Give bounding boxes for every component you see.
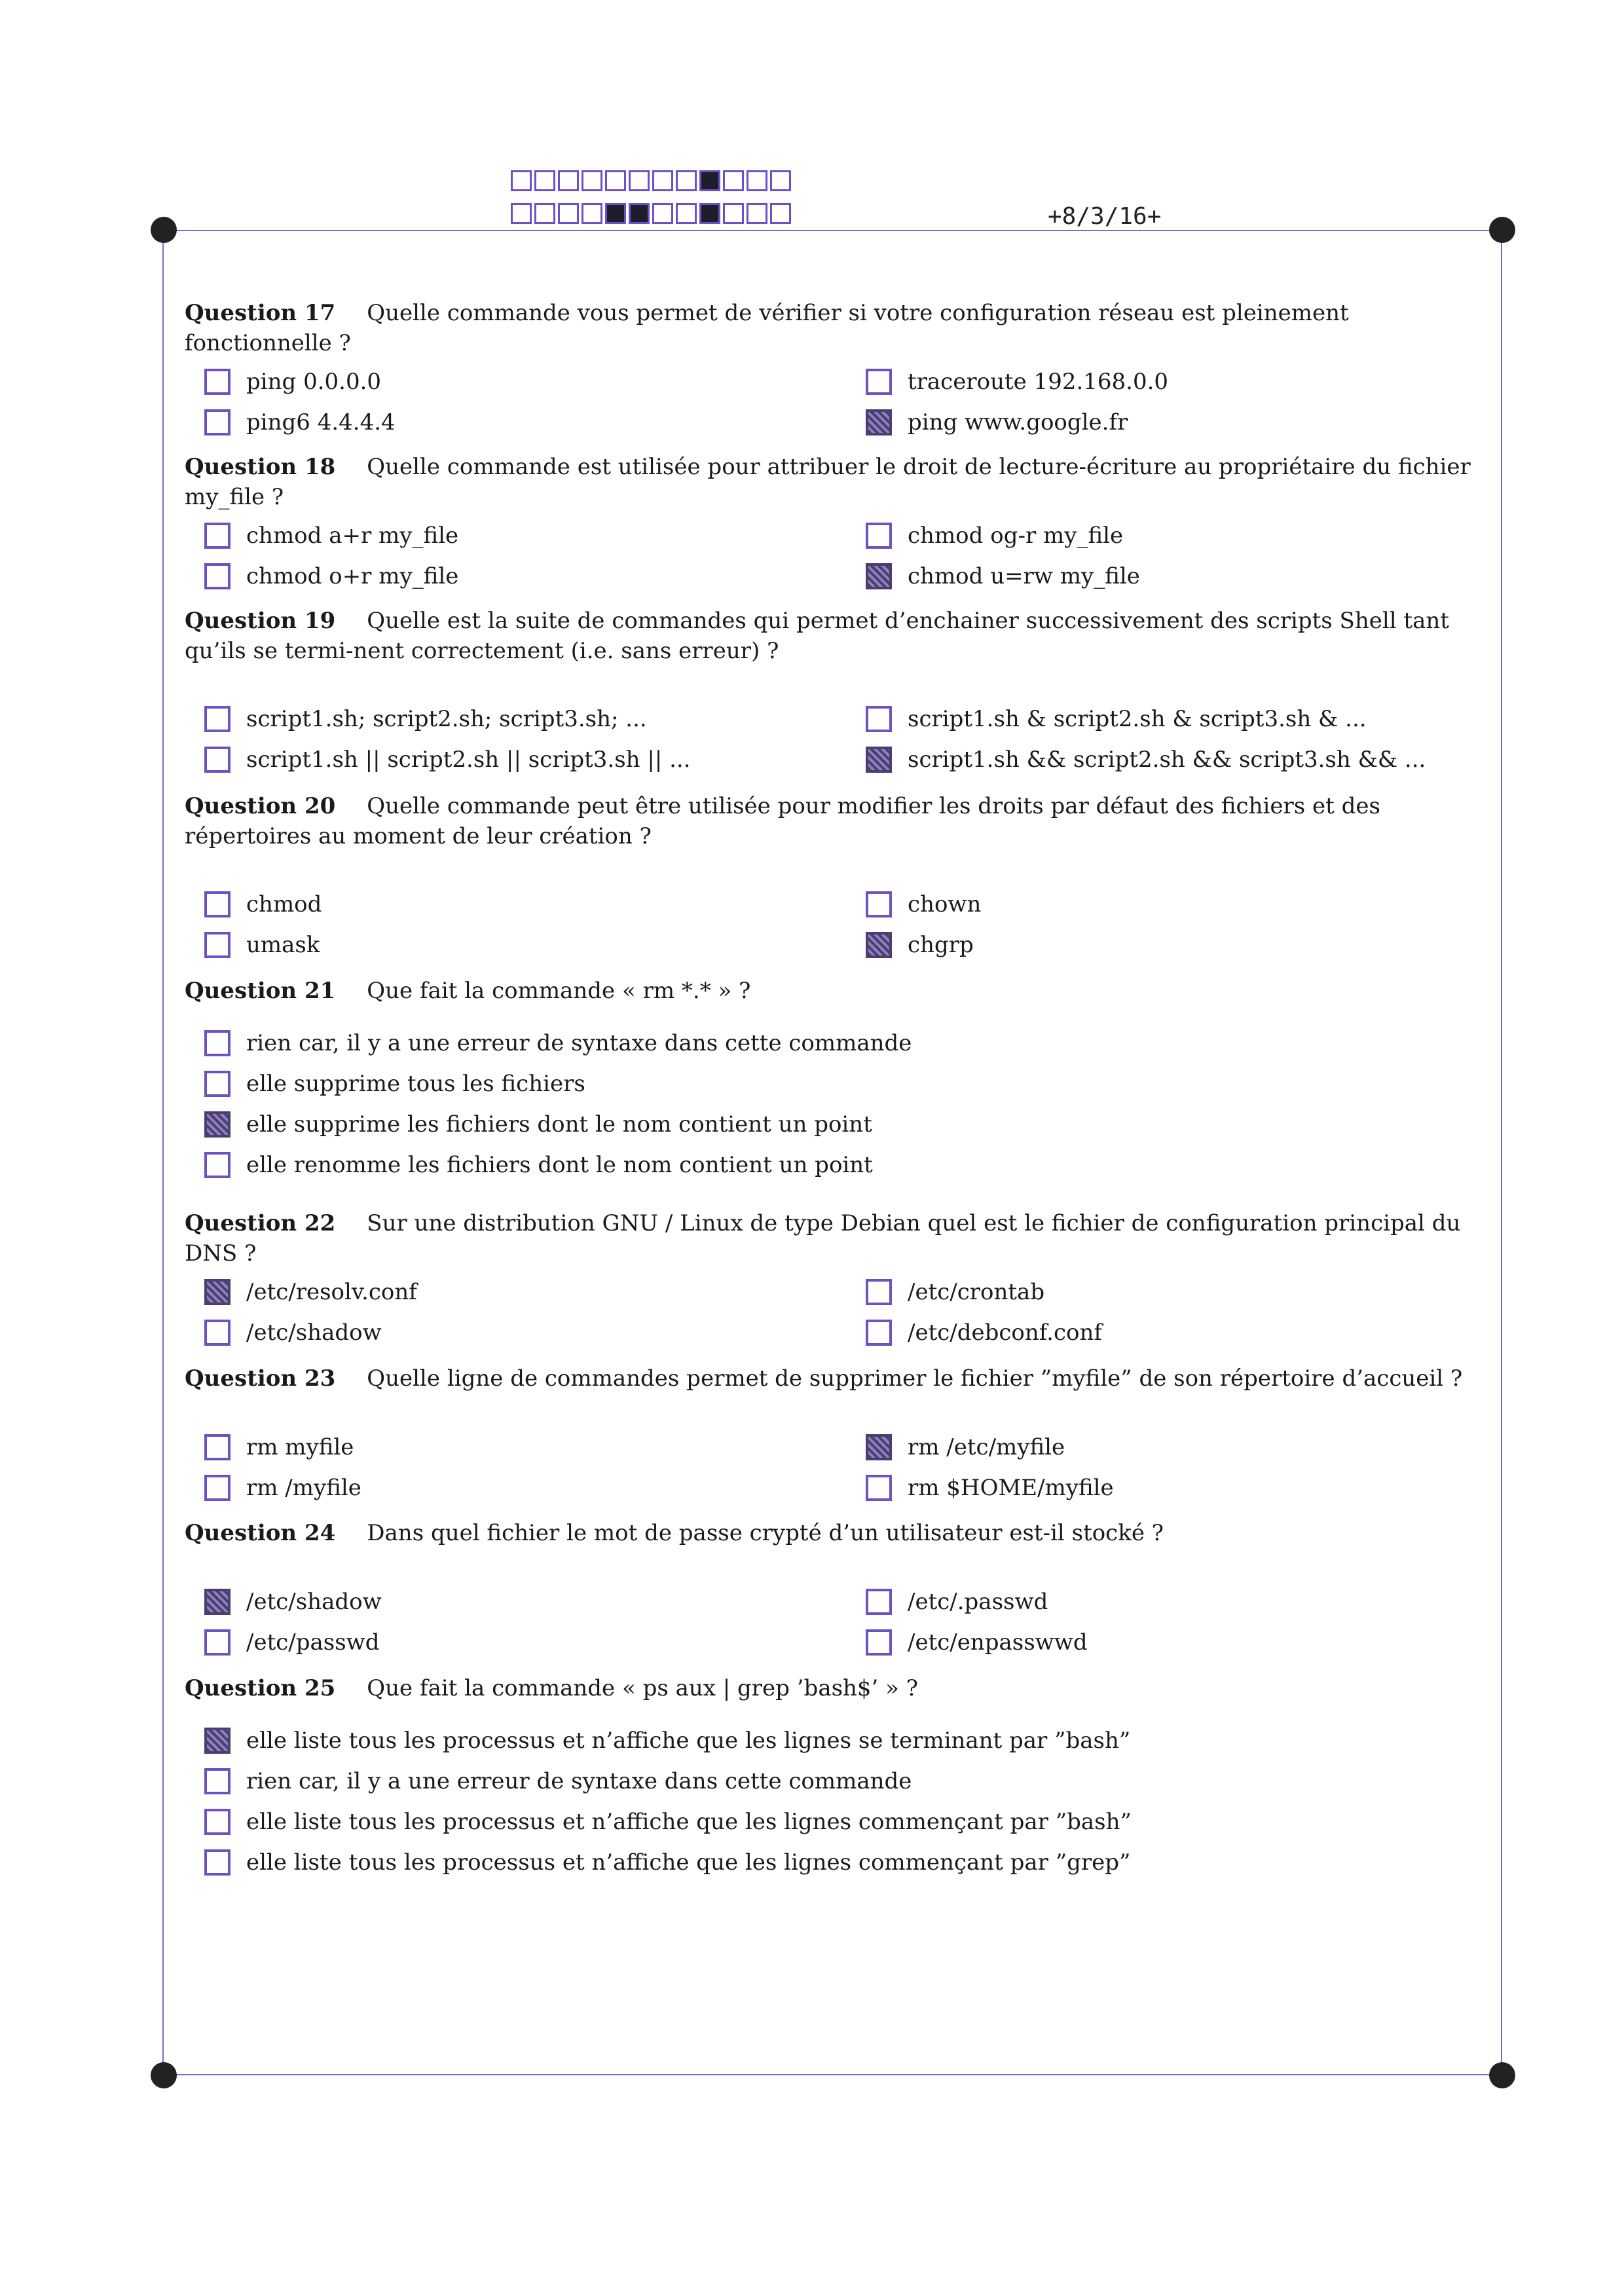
question-prompt: Quelle ligne de commandes permet de supprimer le fichier ”myfile” de son répertoire d’accueil ? (367, 1365, 1463, 1392)
answer-option[interactable] (204, 1432, 354, 1462)
checked-box[interactable] (866, 747, 892, 773)
option-label: chmod u=rw my_file (908, 563, 1140, 589)
code-cell (605, 170, 626, 191)
option-label: elle liste tous les processus et n’affiche que les lignes commençant par ”bash” (246, 1809, 1132, 1835)
checked-box[interactable] (204, 1279, 231, 1305)
answer-option[interactable] (204, 1766, 912, 1796)
answer-option[interactable] (204, 407, 396, 437)
option-label: elle supprime tous les fichiers (246, 1071, 585, 1097)
code-cell (605, 203, 626, 224)
checkbox[interactable] (866, 891, 892, 917)
question-prompt: Que fait la commande « ps aux | grep ’bash$’ » ? (367, 1675, 919, 1701)
question-text (185, 298, 1481, 358)
answer-option[interactable] (866, 1432, 1065, 1462)
answer-option[interactable] (204, 561, 458, 591)
checkbox[interactable] (204, 1152, 231, 1178)
option-label: /etc/crontab (908, 1279, 1045, 1305)
question-text (185, 1208, 1481, 1268)
answer-option[interactable] (204, 1847, 1130, 1878)
checked-box[interactable] (866, 563, 892, 589)
option-label: script1.sh; script2.sh; script3.sh; ... (246, 706, 647, 732)
option-label: script1.sh || script2.sh || script3.sh || ... (246, 747, 691, 773)
answer-option[interactable] (204, 1473, 361, 1503)
code-cell (770, 203, 791, 224)
answer-option[interactable] (866, 1627, 1088, 1657)
code-cell (558, 203, 579, 224)
option-label: chgrp (908, 932, 974, 958)
code-cell (652, 170, 673, 191)
registration-mark-bottom-left (151, 2062, 177, 2088)
code-cell (558, 170, 579, 191)
checked-box[interactable] (866, 1434, 892, 1460)
answer-option[interactable] (204, 1807, 1132, 1837)
code-row (511, 170, 794, 195)
code-cell (534, 203, 555, 224)
question-text (185, 606, 1481, 666)
answer-option[interactable] (204, 704, 647, 734)
question-text (185, 1518, 1481, 1548)
answer-option[interactable] (204, 1028, 912, 1058)
option-label: rien car, il y a une erreur de syntaxe dans cette commande (246, 1030, 912, 1056)
option-label: chown (908, 891, 982, 917)
option-label: script1.sh & script2.sh & script3.sh & ... (908, 706, 1367, 732)
checkbox[interactable] (204, 1849, 231, 1876)
checkbox[interactable] (204, 1768, 231, 1794)
answer-option[interactable] (204, 745, 691, 775)
question-number: Question 24 (185, 1520, 336, 1546)
checked-box[interactable] (204, 1111, 231, 1138)
question-prompt: Quelle commande vous permet de vérifier si votre configuration réseau est pleinement fonctionnelle ? (185, 300, 1349, 356)
sheet-code-grid (511, 170, 794, 236)
question-prompt: Quelle est la suite de commandes qui permet d’enchainer successivement des scripts Shell tant qu’ils se termi-nent correctement (i.e. sans erreur) ? (185, 608, 1449, 664)
checked-box[interactable] (866, 932, 892, 958)
sheet-id: +8/3/16+ (1048, 203, 1162, 230)
option-label: rm myfile (246, 1434, 354, 1460)
answer-option[interactable] (866, 1587, 1048, 1617)
registration-mark-top-right (1489, 217, 1515, 243)
question-number: Question 19 (185, 608, 336, 634)
checkbox[interactable] (204, 1320, 231, 1346)
option-label: /etc/enpasswwd (908, 1629, 1088, 1656)
code-cell (511, 203, 532, 224)
answer-option[interactable] (204, 1587, 382, 1617)
answer-option[interactable] (204, 521, 458, 551)
option-label: /etc/shadow (246, 1589, 382, 1615)
option-label: ping 0.0.0.0 (246, 369, 382, 395)
question-number: Question 18 (185, 454, 336, 480)
answer-option[interactable] (204, 1627, 380, 1657)
checked-box[interactable] (204, 1728, 231, 1754)
checkbox[interactable] (866, 523, 892, 549)
code-cell (629, 203, 650, 224)
checkbox[interactable] (866, 1629, 892, 1656)
question-prompt: Quelle commande peut être utilisée pour modifier les droits par défaut des fichiers et des répertoires au moment de leur création ? (185, 793, 1380, 849)
question-prompt: Que fait la commande « rm *.* » ? (367, 978, 751, 1004)
answer-option[interactable] (204, 1318, 382, 1348)
option-label: ping www.google.fr (908, 409, 1128, 435)
checkbox[interactable] (866, 706, 892, 732)
answer-option[interactable] (204, 1069, 585, 1099)
code-cell (770, 170, 791, 191)
option-label: /etc/passwd (246, 1629, 380, 1656)
answer-option[interactable] (866, 1277, 1044, 1307)
option-label: chmod (246, 891, 322, 917)
checked-box[interactable] (866, 409, 892, 435)
code-cell (676, 203, 697, 224)
answer-option[interactable] (866, 521, 1123, 551)
option-label: rm /etc/myfile (908, 1434, 1065, 1460)
code-cell (723, 170, 744, 191)
answer-option[interactable] (866, 1318, 1102, 1348)
answer-option[interactable] (866, 367, 1168, 397)
checkbox[interactable] (204, 1071, 231, 1097)
option-label: elle liste tous les processus et n’affiche que les lignes commençant par ”grep” (246, 1849, 1131, 1876)
option-label: /etc/.passwd (908, 1589, 1048, 1615)
answer-option[interactable] (866, 561, 1140, 591)
code-cell (652, 203, 673, 224)
answer-option[interactable] (204, 1277, 417, 1307)
question-text (185, 452, 1481, 512)
answer-option[interactable] (866, 1473, 1114, 1503)
registration-mark-top-left (151, 217, 177, 243)
option-label: chmod o+r my_file (246, 563, 459, 589)
option-label: elle liste tous les processus et n’affiche que les lignes se terminant par ”bash” (246, 1728, 1131, 1754)
checked-box[interactable] (204, 1589, 231, 1615)
checkbox[interactable] (204, 1434, 231, 1460)
option-label: ping6 4.4.4.4 (246, 409, 396, 435)
option-label: umask (246, 932, 320, 958)
checkbox[interactable] (866, 369, 892, 395)
code-cell (747, 170, 767, 191)
option-label: /etc/debconf.conf (908, 1320, 1102, 1346)
checkbox[interactable] (204, 369, 231, 395)
code-cell (534, 170, 555, 191)
question-text (185, 1673, 1481, 1703)
code-cell (676, 170, 697, 191)
option-label: chmod a+r my_file (246, 523, 459, 549)
checkbox[interactable] (204, 563, 231, 589)
checkbox[interactable] (204, 1030, 231, 1056)
question-prompt: Quelle commande est utilisée pour attribuer le droit de lecture-écriture au propriétaire du fichier my_file ? (185, 454, 1471, 510)
answer-option[interactable] (866, 889, 981, 919)
option-label: rm $HOME/myfile (908, 1475, 1114, 1501)
question-number: Question 20 (185, 793, 336, 819)
answer-option[interactable] (866, 407, 1128, 437)
code-cell (581, 170, 602, 191)
answer-option[interactable] (204, 1109, 872, 1139)
answer-option[interactable] (866, 930, 974, 960)
option-label: chmod og-r my_file (908, 523, 1124, 549)
option-label: /etc/resolv.conf (246, 1279, 417, 1305)
code-cell (629, 170, 650, 191)
answer-option[interactable] (204, 930, 320, 960)
option-label: elle renomme les fichiers dont le nom contient un point (246, 1152, 873, 1178)
answer-option[interactable] (204, 1726, 1130, 1756)
code-cell (699, 203, 720, 224)
question-text (185, 791, 1481, 851)
option-label: elle supprime les fichiers dont le nom contient un point (246, 1111, 872, 1138)
answer-option[interactable] (204, 889, 322, 919)
code-cell (699, 170, 720, 191)
checkbox[interactable] (204, 1475, 231, 1501)
checkbox[interactable] (204, 891, 231, 917)
checkbox[interactable] (866, 1475, 892, 1501)
code-cell (723, 203, 744, 224)
checkbox[interactable] (204, 932, 231, 958)
question-number: Question 22 (185, 1210, 336, 1236)
code-row (511, 203, 794, 228)
question-number: Question 25 (185, 1675, 336, 1701)
checkbox[interactable] (204, 1629, 231, 1656)
option-label: rm /myfile (246, 1475, 361, 1501)
checkbox[interactable] (204, 409, 231, 435)
registration-mark-bottom-right (1489, 2062, 1515, 2088)
answer-option[interactable] (204, 367, 381, 397)
option-label: /etc/shadow (246, 1320, 382, 1346)
answer-option[interactable] (866, 704, 1367, 734)
checkbox[interactable] (204, 706, 231, 732)
question-number: Question 17 (185, 300, 336, 326)
question-text (185, 1363, 1481, 1394)
answer-option[interactable] (866, 745, 1426, 775)
checkbox[interactable] (204, 747, 231, 773)
checkbox[interactable] (204, 523, 231, 549)
checkbox[interactable] (866, 1589, 892, 1615)
checkbox[interactable] (204, 1809, 231, 1835)
option-label: rien car, il y a une erreur de syntaxe dans cette commande (246, 1768, 912, 1794)
checkbox[interactable] (866, 1320, 892, 1346)
option-label: script1.sh && script2.sh && script3.sh && ... (908, 747, 1426, 773)
answer-option[interactable] (204, 1150, 873, 1180)
question-prompt: Sur une distribution GNU / Linux de type Debian quel est le fichier de configuration principal du DNS ? (185, 1210, 1461, 1267)
checkbox[interactable] (866, 1279, 892, 1305)
code-cell (581, 203, 602, 224)
option-label: traceroute 192.168.0.0 (908, 369, 1169, 395)
question-text (185, 976, 1481, 1006)
question-number: Question 23 (185, 1365, 336, 1392)
code-cell (511, 170, 532, 191)
code-cell (747, 203, 767, 224)
question-number: Question 21 (185, 978, 336, 1004)
question-prompt: Dans quel fichier le mot de passe crypté d’un utilisateur est-il stocké ? (367, 1520, 1164, 1546)
